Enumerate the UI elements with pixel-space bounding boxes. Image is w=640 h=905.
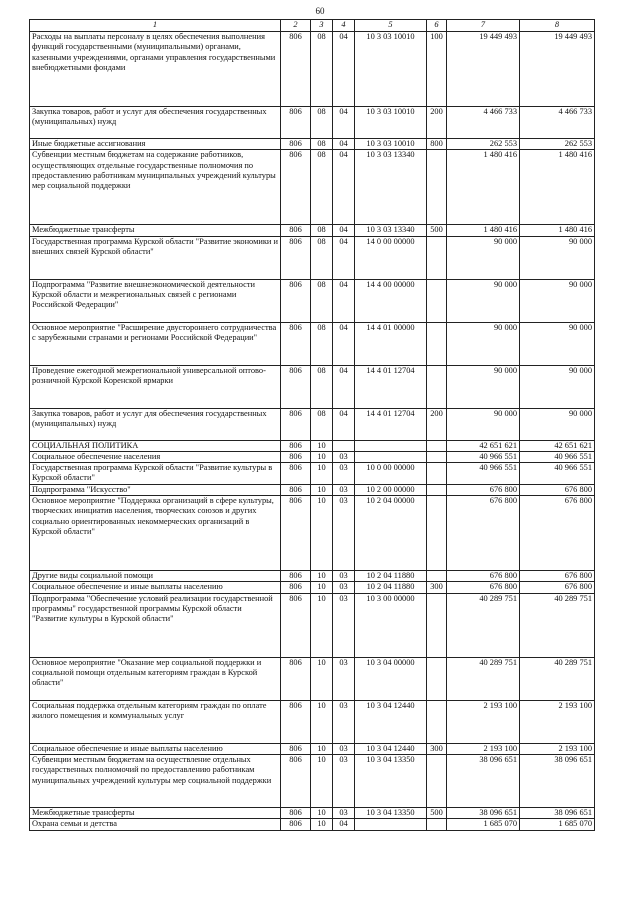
cell-name: Государственная программа Курской области "Развитие экономики и внешних связей Курской области" [30, 236, 281, 279]
cell-csr: 10 2 04 11880 [355, 571, 427, 582]
cell-pr: 03 [333, 807, 355, 818]
cell-vr: 800 [427, 139, 447, 150]
cell-pr: 03 [333, 754, 355, 807]
cell-csr: 10 3 03 10010 [355, 32, 427, 107]
cell-rz: 10 [311, 582, 333, 593]
cell-csr: 10 3 04 12440 [355, 700, 427, 743]
cell-grbs: 806 [281, 657, 311, 700]
cell-pr: 03 [333, 451, 355, 462]
cell-pr: 04 [333, 139, 355, 150]
cell-pr: 03 [333, 700, 355, 743]
cell-v1: 676 800 [447, 571, 520, 582]
table-row [30, 743, 595, 754]
cell-rz: 08 [311, 139, 333, 150]
cell-rz: 08 [311, 225, 333, 236]
cell-rz: 08 [311, 408, 333, 440]
cell-v2: 90 000 [520, 279, 595, 322]
cell-grbs: 806 [281, 107, 311, 139]
cell-grbs: 806 [281, 582, 311, 593]
cell-name: Социальное обеспечение и иные выплаты населению [30, 582, 281, 593]
table-row [30, 807, 595, 818]
cell-v1: 40 289 751 [447, 657, 520, 700]
cell-pr: 04 [333, 107, 355, 139]
cell-rz: 10 [311, 807, 333, 818]
cell-v2: 42 651 621 [520, 440, 595, 451]
cell-name: Подпрограмма "Развитие внешнеэкономической деятельности Курской области и межрегиональных связей с регионами Российской Федерации" [30, 279, 281, 322]
cell-grbs: 806 [281, 754, 311, 807]
cell-grbs: 806 [281, 496, 311, 571]
cell-csr: 10 2 04 11880 [355, 582, 427, 593]
cell-csr: 10 3 04 13350 [355, 807, 427, 818]
table-row [30, 107, 595, 139]
cell-v1: 1 480 416 [447, 225, 520, 236]
cell-csr: 10 2 04 00000 [355, 496, 427, 571]
cell-csr: 10 3 00 00000 [355, 593, 427, 657]
cell-csr: 14 4 01 12704 [355, 408, 427, 440]
budget-table [29, 19, 595, 831]
table-row [30, 451, 595, 462]
table-row [30, 236, 595, 279]
cell-v1: 262 553 [447, 139, 520, 150]
cell-pr: 03 [333, 743, 355, 754]
table-row [30, 225, 595, 236]
cell-vr [427, 571, 447, 582]
cell-csr [355, 819, 427, 830]
cell-pr: 03 [333, 496, 355, 571]
cell-pr: 04 [333, 225, 355, 236]
cell-grbs: 806 [281, 408, 311, 440]
cell-vr [427, 150, 447, 225]
table-row [30, 484, 595, 495]
cell-rz: 10 [311, 754, 333, 807]
cell-name: Межбюджетные трансферты [30, 225, 281, 236]
table-row [30, 279, 595, 322]
cell-csr: 10 3 03 10010 [355, 139, 427, 150]
cell-v1: 2 193 100 [447, 743, 520, 754]
cell-csr: 10 3 03 13340 [355, 150, 427, 225]
table-row [30, 819, 595, 830]
cell-vr [427, 451, 447, 462]
cell-pr: 03 [333, 571, 355, 582]
column-header: 1 [30, 20, 281, 32]
cell-name: Социальная поддержка отдельным категориям граждан по оплате жилого помещения и коммунальных услуг [30, 700, 281, 743]
cell-vr [427, 484, 447, 495]
cell-csr: 10 3 03 10010 [355, 107, 427, 139]
cell-vr [427, 496, 447, 571]
cell-rz: 08 [311, 322, 333, 365]
cell-name: Основное мероприятие "Оказание мер социальной поддержки и социальной помощи отдельным категориям граждан в Курской области" [30, 657, 281, 700]
column-header: 4 [333, 20, 355, 32]
cell-v2: 2 193 100 [520, 743, 595, 754]
cell-grbs: 806 [281, 440, 311, 451]
cell-name: Закупка товаров, работ и услуг для обеспечения государственных (муниципальных) нужд [30, 107, 281, 139]
table-row [30, 754, 595, 807]
table-row [30, 571, 595, 582]
cell-v2: 2 193 100 [520, 700, 595, 743]
cell-v2: 90 000 [520, 322, 595, 365]
cell-rz: 10 [311, 463, 333, 485]
cell-rz: 08 [311, 279, 333, 322]
cell-csr: 10 3 04 13350 [355, 754, 427, 807]
cell-csr: 14 4 01 12704 [355, 365, 427, 408]
cell-v2: 19 449 493 [520, 32, 595, 107]
column-header: 3 [311, 20, 333, 32]
cell-csr: 10 2 00 00000 [355, 484, 427, 495]
header-row [30, 20, 595, 32]
cell-rz: 08 [311, 150, 333, 225]
cell-csr: 10 0 00 00000 [355, 463, 427, 485]
cell-grbs: 806 [281, 139, 311, 150]
cell-rz: 08 [311, 236, 333, 279]
cell-grbs: 806 [281, 150, 311, 225]
cell-v1: 90 000 [447, 365, 520, 408]
cell-grbs: 806 [281, 225, 311, 236]
cell-name: Социальное обеспечение населения [30, 451, 281, 462]
cell-rz: 08 [311, 365, 333, 408]
cell-v1: 90 000 [447, 322, 520, 365]
cell-v2: 676 800 [520, 496, 595, 571]
cell-pr: 04 [333, 819, 355, 830]
cell-grbs: 806 [281, 463, 311, 485]
cell-v2: 1 480 416 [520, 150, 595, 225]
cell-vr: 200 [427, 107, 447, 139]
cell-rz: 10 [311, 440, 333, 451]
cell-pr: 04 [333, 322, 355, 365]
cell-name: Субвенции местным бюджетам на осуществление отдельных государственных полномочий по предоставлению работникам муниципальных учреждений культуры мер социальной поддержки [30, 754, 281, 807]
cell-pr: 03 [333, 463, 355, 485]
cell-grbs: 806 [281, 322, 311, 365]
cell-pr: 04 [333, 236, 355, 279]
column-header: 6 [427, 20, 447, 32]
cell-vr [427, 463, 447, 485]
cell-grbs: 806 [281, 484, 311, 495]
table-row [30, 440, 595, 451]
cell-rz: 10 [311, 496, 333, 571]
cell-v2: 676 800 [520, 582, 595, 593]
cell-v1: 1 685 070 [447, 819, 520, 830]
table-row [30, 150, 595, 225]
cell-v1: 1 480 416 [447, 150, 520, 225]
cell-grbs: 806 [281, 279, 311, 322]
cell-grbs: 806 [281, 593, 311, 657]
cell-v2: 1 480 416 [520, 225, 595, 236]
table-row [30, 365, 595, 408]
cell-csr: 10 3 03 13340 [355, 225, 427, 236]
cell-v2: 676 800 [520, 571, 595, 582]
cell-pr: 04 [333, 150, 355, 225]
cell-vr: 300 [427, 743, 447, 754]
cell-name: Расходы на выплаты персоналу в целях обеспечения выполнения функций государственными (муниципальными) органами, казенными учреждениями, органами управления государственными внебюджетными фондами [30, 32, 281, 107]
cell-v2: 90 000 [520, 365, 595, 408]
table-row [30, 408, 595, 440]
cell-vr: 300 [427, 582, 447, 593]
cell-grbs: 806 [281, 365, 311, 408]
cell-v1: 38 096 651 [447, 807, 520, 818]
table-row [30, 322, 595, 365]
page-number: 60 [315, 6, 325, 16]
cell-name: Подпрограмма "Обеспечение условий реализации государственной программы" государственной программы Курской области "Развитие культуры в Курской области" [30, 593, 281, 657]
cell-vr: 500 [427, 807, 447, 818]
cell-v1: 676 800 [447, 484, 520, 495]
cell-grbs: 806 [281, 571, 311, 582]
cell-name: Закупка товаров, работ и услуг для обеспечения государственных (муниципальных) нужд [30, 408, 281, 440]
column-header: 2 [281, 20, 311, 32]
cell-name: Охрана семьи и детства [30, 819, 281, 830]
cell-pr: 03 [333, 593, 355, 657]
cell-vr [427, 593, 447, 657]
cell-v2: 40 966 551 [520, 451, 595, 462]
cell-csr: 10 3 04 00000 [355, 657, 427, 700]
cell-vr [427, 322, 447, 365]
cell-v2: 262 553 [520, 139, 595, 150]
cell-vr: 500 [427, 225, 447, 236]
cell-v2: 1 685 070 [520, 819, 595, 830]
cell-rz: 08 [311, 32, 333, 107]
cell-vr [427, 365, 447, 408]
cell-rz: 10 [311, 484, 333, 495]
cell-name: Основное мероприятие "Расширение двустороннего сотрудничества с зарубежными странами и регионами Российской Федерации" [30, 322, 281, 365]
cell-v2: 38 096 651 [520, 807, 595, 818]
cell-csr: 14 4 01 00000 [355, 322, 427, 365]
cell-pr: 03 [333, 657, 355, 700]
cell-v1: 90 000 [447, 236, 520, 279]
cell-v1: 4 466 733 [447, 107, 520, 139]
cell-pr: 03 [333, 582, 355, 593]
cell-v1: 90 000 [447, 408, 520, 440]
cell-pr [333, 440, 355, 451]
cell-rz: 10 [311, 657, 333, 700]
cell-v1: 42 651 621 [447, 440, 520, 451]
cell-rz: 10 [311, 743, 333, 754]
cell-v2: 90 000 [520, 408, 595, 440]
cell-csr: 14 0 00 00000 [355, 236, 427, 279]
column-header: 5 [355, 20, 427, 32]
cell-vr [427, 819, 447, 830]
cell-rz: 08 [311, 107, 333, 139]
cell-grbs: 806 [281, 32, 311, 107]
cell-csr [355, 440, 427, 451]
cell-vr [427, 754, 447, 807]
cell-v1: 676 800 [447, 582, 520, 593]
cell-vr: 200 [427, 408, 447, 440]
cell-vr [427, 657, 447, 700]
cell-name: Государственная программа Курской области "Развитие культуры в Курской области" [30, 463, 281, 485]
cell-grbs: 806 [281, 807, 311, 818]
cell-v2: 90 000 [520, 236, 595, 279]
cell-name: Межбюджетные трансферты [30, 807, 281, 818]
cell-pr: 04 [333, 365, 355, 408]
column-header: 7 [447, 20, 520, 32]
table-row [30, 657, 595, 700]
cell-name: Другие виды социальной помощи [30, 571, 281, 582]
cell-csr: 14 4 00 00000 [355, 279, 427, 322]
table-row [30, 496, 595, 571]
cell-pr: 04 [333, 279, 355, 322]
cell-rz: 10 [311, 571, 333, 582]
cell-vr [427, 279, 447, 322]
cell-name: Проведение ежегодной межрегиональной универсальной оптово-розничной Курской Коренской ярмарки [30, 365, 281, 408]
cell-v1: 2 193 100 [447, 700, 520, 743]
cell-grbs: 806 [281, 819, 311, 830]
table-row [30, 700, 595, 743]
table-row [30, 582, 595, 593]
column-header: 8 [520, 20, 595, 32]
cell-v1: 38 096 651 [447, 754, 520, 807]
cell-v1: 676 800 [447, 496, 520, 571]
cell-v2: 40 289 751 [520, 657, 595, 700]
table-row [30, 32, 595, 107]
table-row [30, 139, 595, 150]
cell-v1: 40 966 551 [447, 451, 520, 462]
cell-vr [427, 236, 447, 279]
cell-name: Субвенции местным бюджетам на содержание работников, осуществляющих отдельные государственные полномочия по предоставлению работникам муниципальных учреждений культуры мер социальной поддержки [30, 150, 281, 225]
cell-grbs: 806 [281, 451, 311, 462]
cell-name: Социальное обеспечение и иные выплаты населению [30, 743, 281, 754]
cell-vr [427, 440, 447, 451]
cell-pr: 04 [333, 408, 355, 440]
cell-v1: 19 449 493 [447, 32, 520, 107]
cell-rz: 10 [311, 593, 333, 657]
cell-grbs: 806 [281, 236, 311, 279]
cell-v2: 40 966 551 [520, 463, 595, 485]
cell-vr: 100 [427, 32, 447, 107]
cell-v2: 38 096 651 [520, 754, 595, 807]
cell-pr: 03 [333, 484, 355, 495]
cell-rz: 10 [311, 819, 333, 830]
cell-v2: 40 289 751 [520, 593, 595, 657]
cell-v2: 4 466 733 [520, 107, 595, 139]
table-row [30, 593, 595, 657]
table-row [30, 463, 595, 485]
cell-pr: 04 [333, 32, 355, 107]
cell-v2: 676 800 [520, 484, 595, 495]
cell-v1: 40 289 751 [447, 593, 520, 657]
cell-v1: 90 000 [447, 279, 520, 322]
cell-grbs: 806 [281, 743, 311, 754]
cell-v1: 40 966 551 [447, 463, 520, 485]
cell-name: Подпрограмма "Искусство" [30, 484, 281, 495]
cell-name: СОЦИАЛЬНАЯ ПОЛИТИКА [30, 440, 281, 451]
cell-csr [355, 451, 427, 462]
cell-grbs: 806 [281, 700, 311, 743]
cell-rz: 10 [311, 700, 333, 743]
cell-csr: 10 3 04 12440 [355, 743, 427, 754]
cell-name: Основное мероприятие "Поддержка организаций в сфере культуры, творческих инициатив населения, творческих союзов и других социально ориентированных некоммерческих организаций в Курской области" [30, 496, 281, 571]
cell-rz: 10 [311, 451, 333, 462]
cell-vr [427, 700, 447, 743]
cell-name: Иные бюджетные ассигнования [30, 139, 281, 150]
